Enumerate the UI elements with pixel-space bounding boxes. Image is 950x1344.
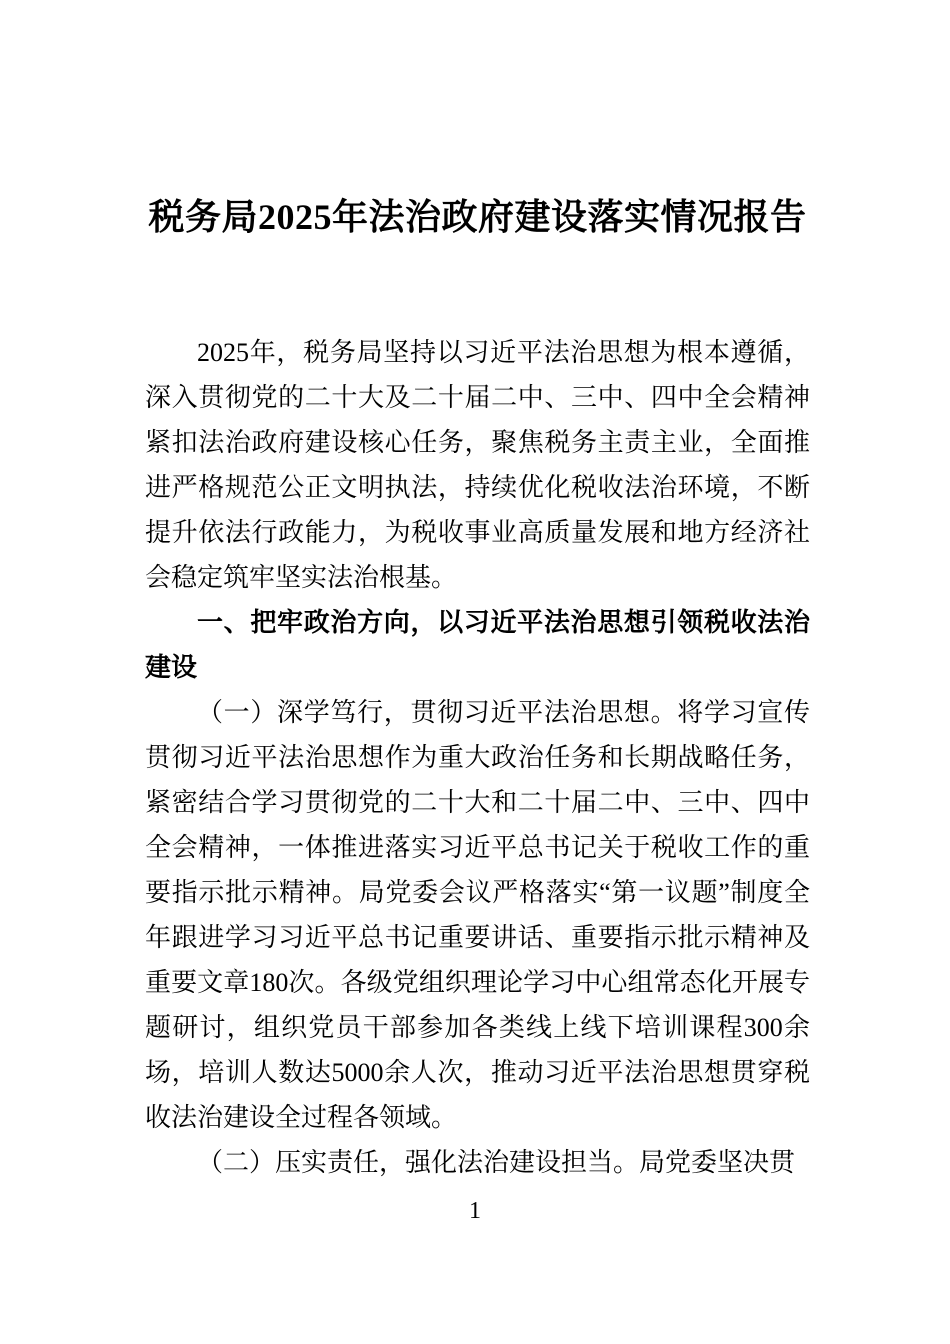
document-title: 税务局2025年法治政府建设落实情况报告 (148, 197, 807, 237)
paragraph-section-1-2: （二）压实责任，强化法治建设担当。局党委坚决贯 (197, 1148, 796, 1177)
paragraph-intro: 2025年，税务局坚持以习近平法治思想为根本遵循，深入贯彻党的二十大及二十届二中、三中、四中全会精神紧扣法治政府建设核心任务，聚焦税务主责主业，全面推进严格规范公正文明执法，持续优化税收法治环境，不断提升依法行政能力，为税收事业高质量发展和地方经济社会稳定筑牢坚实法治根基。 (145, 338, 810, 592)
paragraph-section-1-1: （一）深学笃行，贯彻习近平法治思想。将学习宣传贯彻习近平法治思想作为重大政治任务和长期战略任务，紧密结合学习贯彻党的二十大和二十届二中、三中、四中全会精神，一体推进落实习近平总书记关于税收工作的重要指示批示精神。局党委会议严格落实“第一议题”制度全年跟进学习习近平总书记重要讲话、重要指示批示精神及重要文章180次。各级党组织理论学习中心组常态化开展专题研讨，组织党员干部参加各类线上线下培训课程300余场，培训人数达5000余人次，推动习近平法治思想贯穿税收法治建设全过程各领域。 (145, 698, 810, 1132)
section-heading-one: 一、把牢政治方向，以习近平法治思想引领税收法治建设 (145, 608, 810, 682)
document-content (145, 192, 810, 1185)
page-number: 1 (469, 1198, 481, 1224)
